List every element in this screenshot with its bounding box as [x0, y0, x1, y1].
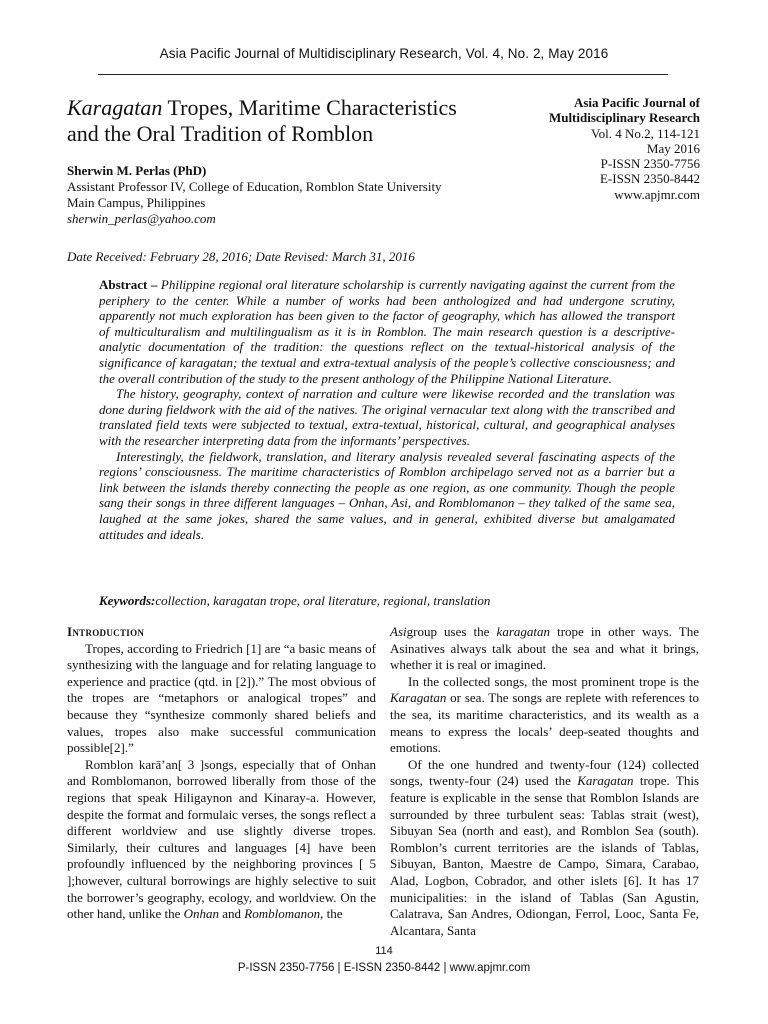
body-column-right	[390, 624, 699, 939]
intro-p3-text-a: In the collected songs, the most prominent trope is the	[408, 673, 699, 689]
journal-date: May 2016	[646, 140, 700, 156]
abstract-label: Abstract –	[99, 277, 158, 292]
intro-p4-karagatan: Karagatan	[577, 773, 634, 789]
intro-paragraph-3	[390, 674, 699, 757]
journal-pissn: P-ISSN 2350-7756	[600, 156, 700, 172]
abstract-p1-text: Philippine regional oral literature scholarship is currently navigating against the current from the periphery to the center. While a number of works had been anthologized and had undergone scrutiny, apparently not much exploration has been given to the factor of geography, which has allowed the transport of multiculturalism and multilingualism as it is in Romblon. The main research question is a descriptive-analytic documentation of the tradition: the questions reflect on the textual-historical analysis of the significance of karagatan; the textual and extra-textual analysis of the people’s collective consciousness; and the overall contribution of the study to the present anthology of the Philippine National Literature.	[99, 277, 675, 386]
intro-p4-text-a: Of the one hundred and twenty-four (124) collected songs, twenty-four (24) used the	[390, 756, 699, 789]
submission-dates: Date Received: February 28, 2016; Date Revised: March 31, 2016	[67, 249, 415, 264]
journal-website: www.apjmr.com	[614, 186, 700, 202]
keywords-label: Keywords:	[99, 593, 156, 608]
keywords	[99, 593, 490, 609]
abstract	[99, 277, 675, 542]
abstract-paragraph-1	[99, 277, 675, 386]
running-head: Asia Pacific Journal of Multidisciplinary Research, Vol. 4, No. 2, May 2016	[159, 46, 609, 61]
intro-p3-text-b: or sea. The songs are replete with references to the sea, its maritime characteristics, and its wealth as a means to express the locals’ deep-seated thoughts and emotions.	[390, 690, 699, 756]
article-title	[67, 95, 507, 147]
author-block	[67, 163, 487, 227]
title-line2: and the Oral Tradition of Romblon	[67, 121, 374, 146]
intro-p2-text: Romblon karā’an[ 3 ]songs, especially that of Onhan and Romblomanon, borrowed liberally from those of the regions that speak Hiligaynon and Kinaray-a. However, despite the format and formulaic verses, the songs reflect a different worldview and use slightly diverse tropes. Similarly, their cultures and languages [4] have been profoundly influenced by the neighboring provinces [ 5 ];however, cultural borrowings are highly selective to suit the borrower’s geography, ecology, and worldview. On the other hand, unlike the	[67, 756, 376, 922]
title-italic-word: Karagatan	[67, 95, 163, 120]
intro-p3-karagatan: Karagatan	[390, 690, 447, 706]
header-rule	[98, 74, 668, 75]
journal-info	[490, 95, 700, 202]
intro-paragraph-1: Tropes, according to Friedrich [1] are “a basic means of synthesizing with the language and for relating language to experience and practice (qtd. in [2]).” The most obvious of the tropes are “metaphors or analogical tropes” and because they “synthesize commonly shared beliefs and values, tropes also make successful communication possible[2].”	[67, 640, 376, 756]
intro-p2-end: , the	[320, 906, 343, 922]
intro-p2-romblomanon: Romblomanon	[244, 906, 321, 922]
intro-p4-text-b: trope. This feature is explicable in the sense that Romblon Islands are surrounded by three turbulent seas: Tablas strait (west), Sibuyan Sea (north and east), and Romblon Sea (south). Romblon’s current territories are the islands of Tablas, Sibuyan, Banton, Maestre de Campo, Simara, Carabao, Alad, Logbon, Cobrador, and other islets [6]. It has 17 municipalities: in the island of Tablas (San Agustin, Calatrava, San Andres, Odiongan, Ferrol, Looc, Santa Fe, Alcantara, Santa	[390, 773, 699, 938]
abstract-paragraph-2: The history, geography, context of narration and culture were likewise recorded and the translation was done during fieldwork with the aid of the natives. The original vernacular text along with the transcribed and translated field texts were subjected to textual, extra-textual, historical, cultural, and geographical analyses with the researcher interpreting data from the informants’ perspectives.	[99, 386, 675, 448]
journal-eissn: E-ISSN 2350-8442	[599, 171, 700, 187]
page-number: 114	[375, 945, 393, 957]
intro-paragraph-4	[390, 757, 699, 940]
intro-paragraph-2-continued	[390, 624, 699, 674]
journal-volume: Vol. 4 No.2, 114-121	[590, 125, 700, 141]
footer-issn-line: P-ISSN 2350-7756 | E-ISSN 2350-8442 | www.apjmr.com	[237, 962, 531, 974]
author-name: Sherwin M. Perlas (PhD)	[67, 163, 207, 178]
title-line1-rest: Tropes, Maritime Characteristics	[162, 95, 457, 120]
intro-p2c-karagatan: karagatan	[496, 624, 550, 639]
keywords-text: collection, karagatan trope, oral literature, regional, translation	[155, 593, 491, 608]
section-heading-introduction: Introduction	[67, 624, 145, 639]
journal-name-line2: Multidisciplinary Research	[548, 110, 700, 126]
author-affiliation-line2: Main Campus, Philippines	[67, 195, 206, 210]
intro-p2c-text-b: trope in other ways. The Asinatives always talk about the sea and what it brings, whether it is real or imagined.	[390, 624, 699, 673]
intro-p2-and: and	[219, 906, 245, 922]
author-email: sherwin_perlas@yahoo.com	[67, 211, 216, 226]
abstract-paragraph-3: Interestingly, the fieldwork, translation, and literary analysis revealed several fascinating aspects of the regions’ consciousness. The maritime characteristics of Romblon archipelago served not as a barrier but a link between the islands thereby connecting the people as one region, as one community. Though the people sang their songs in three different languages – Onhan, Asi, and Romblomanon – they talked of the same sea, laughed at the same jokes, shared the same values, and in general, exhibited diverse but amalgamated attitudes and ideals.	[99, 448, 675, 542]
intro-p2c-text-a: group uses the	[406, 624, 497, 639]
body-column-left	[67, 624, 376, 923]
intro-paragraph-2	[67, 757, 376, 923]
author-affiliation-line1: Assistant Professor IV, College of Education, Romblon State University	[67, 179, 442, 194]
journal-name-line1: Asia Pacific Journal of	[573, 95, 700, 110]
intro-asi: Asi	[390, 624, 407, 639]
intro-p2-onhan: Onhan	[183, 906, 219, 922]
